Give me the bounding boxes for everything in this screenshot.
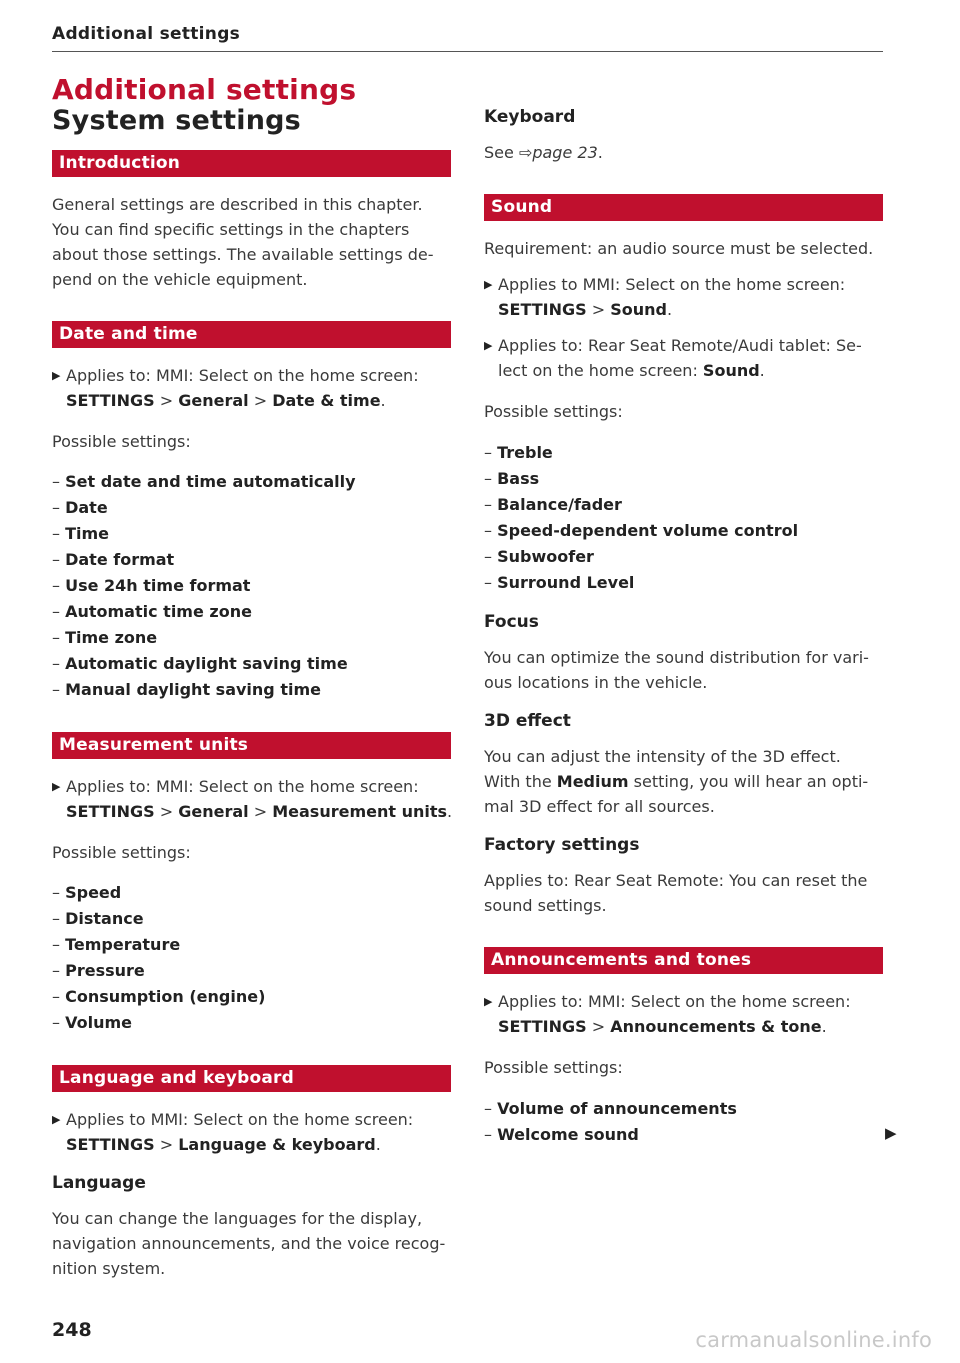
page-number: 248 — [52, 1319, 92, 1341]
date-time-step: ▶ Applies to: MMI: Select on the home screen: SETTINGS > General > Date & time. — [52, 363, 466, 413]
step-arrow-icon: ▶ — [484, 339, 493, 352]
date-time-possible-label: Possible settings: — [52, 432, 191, 451]
list-item: – Balance/fader — [484, 495, 622, 514]
page-link-arrow-icon: ⇨ — [518, 143, 533, 162]
step-arrow-icon: ▶ — [52, 1113, 61, 1126]
list-item: – Consumption (engine) — [52, 987, 266, 1006]
page-subtitle: System settings — [52, 105, 301, 136]
measurement-possible-label: Possible settings: — [52, 843, 191, 862]
section-heading-announcements: Announcements and tones — [484, 947, 883, 974]
step-arrow-icon: ▶ — [52, 780, 61, 793]
factory-settings-heading: Factory settings — [484, 835, 640, 855]
section-heading-introduction: Introduction — [52, 150, 451, 177]
list-item: – Date format — [52, 550, 175, 569]
introduction-text: General settings are described in this chapter. You can find specific settings in the chapters about those settings. The available settings de- pend on the vehicle equipment. — [52, 195, 434, 289]
section-heading-measurement-units: Measurement units — [52, 732, 451, 759]
sound-settings-list — [484, 440, 798, 596]
focus-heading: Focus — [484, 612, 539, 632]
language-keyboard-step: ▶ Applies to MMI: Select on the home screen: SETTINGS > Language & keyboard. — [52, 1107, 466, 1157]
list-item: – Speed — [52, 883, 122, 902]
watermark: carmanualsonline.info — [695, 1328, 932, 1352]
step-arrow-icon: ▶ — [52, 369, 61, 382]
list-item: – Subwoofer — [484, 547, 594, 566]
measurement-step: ▶ Applies to: MMI: Select on the home screen: SETTINGS > General > Measurement units. — [52, 774, 466, 824]
step-arrow-icon: ▶ — [484, 995, 493, 1008]
language-text: You can change the languages for the display, navigation announcements, and the voice recog- nition system. — [52, 1209, 446, 1278]
list-item: – Volume of announcements — [484, 1099, 737, 1118]
list-item: – Volume — [52, 1013, 132, 1032]
announcements-settings-list — [484, 1096, 737, 1148]
list-item: – Pressure — [52, 961, 145, 980]
keyboard-see-reference: See ⇨page 23. — [484, 143, 603, 162]
sound-possible-label: Possible settings: — [484, 402, 623, 421]
announcements-possible-label: Possible settings: — [484, 1058, 623, 1077]
measurement-settings-list — [52, 880, 265, 1036]
date-time-settings-list — [52, 469, 356, 703]
announcements-step: ▶ Applies to: MMI: Select on the home screen: SETTINGS > Announcements & tone. — [484, 989, 897, 1039]
effect-3d-heading: 3D effect — [484, 711, 571, 731]
list-item: – Welcome sound — [484, 1125, 639, 1144]
focus-text: You can optimize the sound distribution for vari- ous locations in the vehicle. — [484, 648, 869, 692]
language-heading: Language — [52, 1173, 146, 1193]
list-item: – Treble — [484, 443, 553, 462]
list-item: – Use 24h time format — [52, 576, 251, 595]
list-item: – Time zone — [52, 628, 158, 647]
page-title: Additional settings — [52, 73, 357, 106]
list-item: – Automatic time zone — [52, 602, 252, 621]
list-item: – Distance — [52, 909, 144, 928]
list-item: – Set date and time automatically — [52, 472, 356, 491]
header-rule — [52, 51, 883, 52]
list-item: – Manual daylight saving time — [52, 680, 321, 699]
step-arrow-icon: ▶ — [484, 278, 493, 291]
section-heading-language-keyboard: Language and keyboard — [52, 1065, 451, 1092]
list-item: – Time — [52, 524, 110, 543]
effect-3d-text: You can adjust the intensity of the 3D effect. With the Medium setting, you will hear an opti- mal 3D effect for all sources. — [484, 747, 869, 816]
list-item: – Automatic daylight saving time — [52, 654, 348, 673]
continue-arrow-icon: ▶ — [885, 1124, 897, 1142]
list-item: – Surround Level — [484, 573, 635, 592]
sound-step-rear-seat: ▶ Applies to: Rear Seat Remote/Audi tablet: Se- lect on the home screen: Sound. — [484, 333, 897, 383]
running-header: Additional settings — [52, 24, 241, 44]
list-item: – Date — [52, 498, 108, 517]
factory-settings-text: Applies to: Rear Seat Remote: You can reset the sound settings. — [484, 871, 868, 915]
page-reference-link[interactable]: page 23 — [532, 143, 598, 162]
list-item: – Speed-dependent volume control — [484, 521, 799, 540]
section-heading-sound: Sound — [484, 194, 883, 221]
keyboard-heading: Keyboard — [484, 107, 576, 127]
section-heading-date-time: Date and time — [52, 321, 451, 348]
list-item: – Temperature — [52, 935, 181, 954]
list-item: – Bass — [484, 469, 540, 488]
sound-step-mmi: ▶ Applies to MMI: Select on the home screen: SETTINGS > Sound. — [484, 272, 897, 322]
sound-requirement: Requirement: an audio source must be selected. — [484, 239, 874, 258]
